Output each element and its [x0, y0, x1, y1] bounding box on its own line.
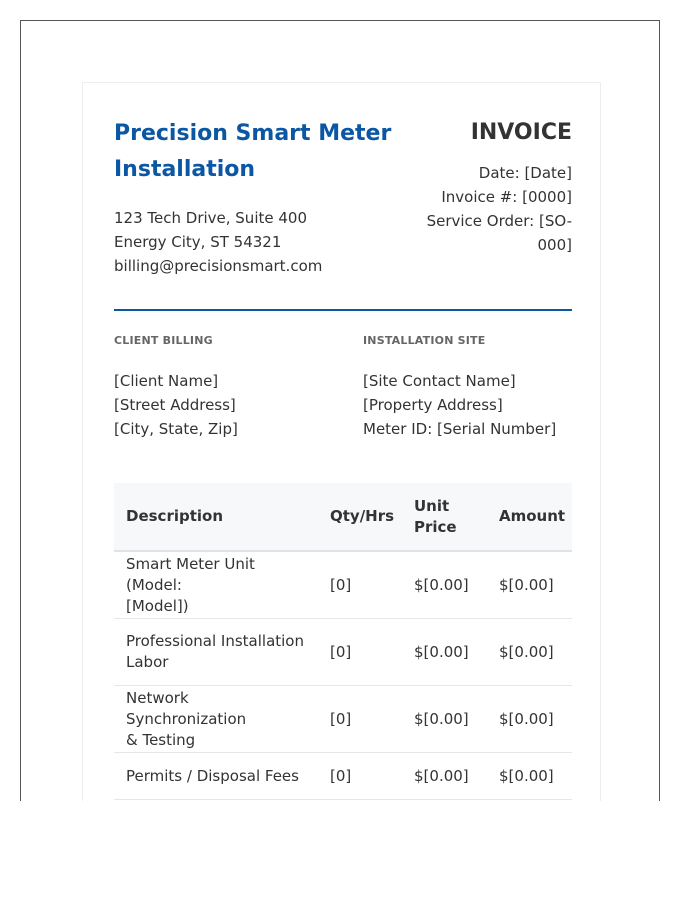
company-email: billing@precisionsmart.com [114, 257, 323, 275]
row-qty: [0] [318, 551, 402, 619]
header-unit-price-line-2: Price [414, 517, 457, 536]
row-description-line-2: Labor [126, 653, 169, 671]
client-billing-lines [114, 369, 344, 441]
client-city-state-zip: [City, State, Zip] [114, 420, 238, 438]
invoice-date: Date: [Date] [478, 164, 572, 182]
invoice-page [82, 82, 601, 801]
row-amount: $[0.00] [487, 753, 572, 800]
meter-id: Meter ID: [Serial Number] [363, 420, 557, 438]
property-address: [Property Address] [363, 396, 503, 414]
client-street-address: [Street Address] [114, 396, 236, 414]
row-description-line-2: [Model]) [126, 596, 189, 615]
row-unit-price: $[0.00] [402, 753, 487, 800]
invoice-info [382, 117, 572, 257]
row-description [114, 551, 318, 619]
header-qty: Qty/Hrs [318, 483, 402, 551]
installation-site-lines [363, 369, 583, 441]
invoice-meta [382, 161, 572, 257]
company-name-line-2: Installation [114, 157, 256, 182]
table-row [114, 551, 572, 619]
row-unit-price: $[0.00] [402, 619, 487, 686]
row-qty: [0] [318, 753, 402, 800]
header-unit-price [402, 483, 487, 551]
row-qty: [0] [318, 619, 402, 686]
company-address-line-1: 123 Tech Drive, Suite 400 [114, 209, 307, 227]
service-order-line-1: Service Order: [SO- [426, 212, 572, 230]
table-row [114, 619, 572, 686]
row-description-line-1: Network Synchronization [126, 688, 247, 728]
installation-site-heading: INSTALLATION SITE [363, 334, 486, 347]
company-name [114, 116, 414, 188]
client-billing-heading: CLIENT BILLING [114, 334, 213, 347]
company-block [114, 116, 414, 278]
row-amount: $[0.00] [487, 619, 572, 686]
site-contact-name: [Site Contact Name] [363, 372, 516, 390]
row-qty: [0] [318, 686, 402, 753]
row-description: Permits / Disposal Fees [114, 753, 318, 800]
table-row [114, 686, 572, 753]
row-unit-price: $[0.00] [402, 551, 487, 619]
table-row [114, 753, 572, 800]
row-amount: $[0.00] [487, 686, 572, 753]
service-order [382, 209, 572, 257]
row-description [114, 619, 318, 686]
invoice-title: INVOICE [470, 120, 572, 145]
header-divider [114, 309, 572, 311]
row-description-line-2: & Testing [126, 730, 196, 749]
row-description [114, 686, 318, 753]
client-name: [Client Name] [114, 372, 219, 390]
company-address [114, 206, 414, 278]
line-items-table [114, 483, 572, 800]
header-description: Description [114, 483, 318, 551]
row-unit-price: $[0.00] [402, 686, 487, 753]
header-unit-price-line-1: Unit [414, 496, 450, 515]
row-amount: $[0.00] [487, 551, 572, 619]
client-billing-section [114, 333, 344, 441]
table-header-row [114, 483, 572, 551]
company-address-line-2: Energy City, ST 54321 [114, 233, 282, 251]
invoice-number: Invoice #: [0000] [441, 188, 572, 206]
document-viewport [20, 20, 660, 801]
company-name-line-1: Precision Smart Meter [114, 121, 392, 146]
row-description-line-1: Professional Installation [126, 632, 304, 650]
header-amount: Amount [487, 483, 572, 551]
row-description-line-1: Smart Meter Unit (Model: [126, 554, 255, 594]
service-order-line-2: 000] [537, 236, 572, 254]
installation-site-section [363, 333, 583, 441]
